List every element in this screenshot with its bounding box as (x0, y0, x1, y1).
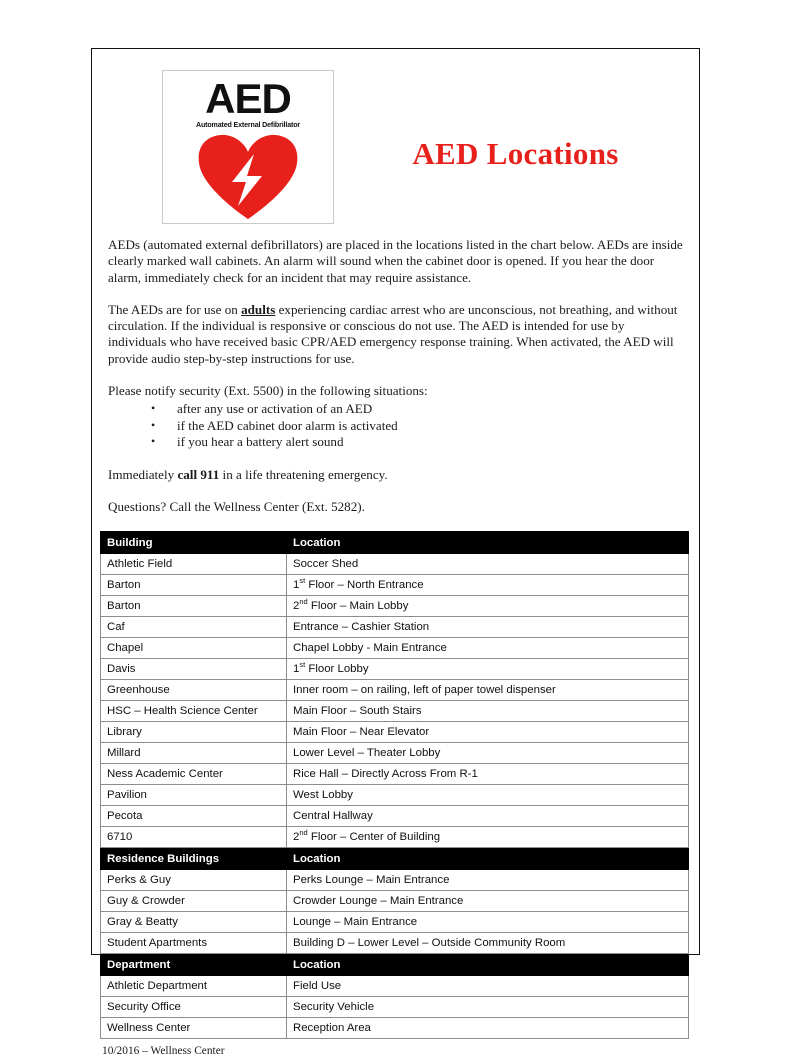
cell-location: Building D – Lower Level – Outside Community Room (287, 933, 689, 954)
table-section-header (101, 848, 689, 870)
list-item: • if the AED cabinet door alarm is activated (108, 418, 683, 435)
column-header-location: Location (287, 532, 689, 554)
document-header (100, 57, 691, 237)
document-body (100, 237, 691, 515)
heart-defibrillator-icon (196, 134, 300, 216)
aed-logo-wordmark: AED (205, 75, 291, 122)
table-row (101, 554, 689, 575)
cell-location: 2nd Floor – Center of Building (287, 827, 689, 848)
table-row (101, 912, 689, 933)
cell-location: Inner room – on railing, left of paper towel dispenser (287, 680, 689, 701)
cell-building: Perks & Guy (101, 870, 287, 891)
cell-building: Athletic Department (101, 976, 287, 997)
document-page (91, 48, 700, 1057)
cell-location: Reception Area (287, 1018, 689, 1039)
cell-location: Security Vehicle (287, 997, 689, 1018)
table-row (101, 891, 689, 912)
paragraph-notify-lead: Please notify security (Ext. 5500) in the following situations: (108, 383, 428, 399)
table-section-header (101, 532, 689, 554)
table-row (101, 806, 689, 827)
cell-location: Perks Lounge – Main Entrance (287, 870, 689, 891)
cell-building: Student Apartments (101, 933, 287, 954)
cell-location: Lounge – Main Entrance (287, 912, 689, 933)
paragraph-intro: AEDs (automated external defibrillators) are placed in the locations listed in the chart below. AEDs are inside clearly marked wall cabinets. An alarm will sound when the cabinet door is opened. If you hear the door alarm, immediately check for an incident that may require assistance. (108, 237, 683, 285)
paragraph-emergency (108, 467, 683, 483)
table-row (101, 722, 689, 743)
cell-building: Guy & Crowder (101, 891, 287, 912)
cell-building: Pavilion (101, 785, 287, 806)
cell-building: HSC – Health Science Center (101, 701, 287, 722)
table-row (101, 680, 689, 701)
cell-location: Main Floor – South Stairs (287, 701, 689, 722)
cell-building: Library (101, 722, 287, 743)
cell-location: 1st Floor – North Entrance (287, 575, 689, 596)
table-row (101, 1018, 689, 1039)
cell-location: West Lobby (287, 785, 689, 806)
table-row (101, 870, 689, 891)
cell-building: Barton (101, 596, 287, 617)
cell-building: Pecota (101, 806, 287, 827)
cell-building: Wellness Center (101, 1018, 287, 1039)
cell-building: Caf (101, 617, 287, 638)
table-row (101, 785, 689, 806)
paragraph-use (108, 302, 683, 367)
cell-location: 1st Floor Lobby (287, 659, 689, 680)
cell-location: Lower Level – Theater Lobby (287, 743, 689, 764)
cell-building: Millard (101, 743, 287, 764)
cell-location: Main Floor – Near Elevator (287, 722, 689, 743)
cell-location: Soccer Shed (287, 554, 689, 575)
use-text-part2: experiencing cardiac arrest who are unconscious, not breathing, and without circulation. If the individual is responsive or conscious do not use. The AED is intended for use by individuals who have received basic CPR/AED emergency response training. When activated, the AED will provide audio step-by-step instructions for use. (108, 301, 678, 366)
cell-building: Gray & Beatty (101, 912, 287, 933)
cell-building: Athletic Field (101, 554, 287, 575)
cell-building: Security Office (101, 997, 287, 1018)
cell-location: 2nd Floor – Main Lobby (287, 596, 689, 617)
table-row (101, 596, 689, 617)
table-row (101, 827, 689, 848)
table-row (101, 976, 689, 997)
cell-building: Chapel (101, 638, 287, 659)
table-row (101, 617, 689, 638)
column-header-location: Location (287, 954, 689, 976)
column-header-primary: Department (101, 954, 287, 976)
paragraph-questions: Questions? Call the Wellness Center (Ext. 5282). (108, 499, 365, 515)
table-row (101, 743, 689, 764)
table-row (101, 764, 689, 785)
aed-logo (162, 70, 334, 224)
adults-emphasis: adults (241, 301, 276, 317)
cell-location: Chapel Lobby - Main Entrance (287, 638, 689, 659)
notify-situations-list (108, 401, 683, 451)
cell-location: Crowder Lounge – Main Entrance (287, 891, 689, 912)
cell-building: Davis (101, 659, 287, 680)
page-title: AED Locations (412, 136, 619, 171)
table-row (101, 933, 689, 954)
cell-location: Field Use (287, 976, 689, 997)
document-footer: 10/2016 – Wellness Center (102, 1045, 225, 1057)
call-911-emphasis: call 911 (177, 466, 220, 482)
table-row (101, 638, 689, 659)
column-header-location: Location (287, 848, 689, 870)
list-item: • after any use or activation of an AED (108, 401, 683, 418)
emergency-text-part2: in a life threatening emergency. (219, 466, 388, 482)
cell-building: 6710 (101, 827, 287, 848)
column-header-primary: Building (101, 532, 287, 554)
cell-building: Greenhouse (101, 680, 287, 701)
cell-location: Rice Hall – Directly Across From R-1 (287, 764, 689, 785)
table-row (101, 997, 689, 1018)
column-header-primary: Residence Buildings (101, 848, 287, 870)
table-row (101, 659, 689, 680)
use-text-part1: The AEDs are for use on (108, 301, 242, 317)
table-row (101, 701, 689, 722)
cell-building: Barton (101, 575, 287, 596)
aed-logo-subtitle: Automated External Defibrillator (196, 121, 300, 129)
cell-building: Ness Academic Center (101, 764, 287, 785)
table-row (101, 575, 689, 596)
emergency-text-part1: Immediately (108, 466, 178, 482)
aed-locations-table (100, 531, 689, 1039)
cell-location: Central Hallway (287, 806, 689, 827)
cell-location: Entrance – Cashier Station (287, 617, 689, 638)
list-item: • if you hear a battery alert sound (108, 434, 683, 451)
table-section-header (101, 954, 689, 976)
